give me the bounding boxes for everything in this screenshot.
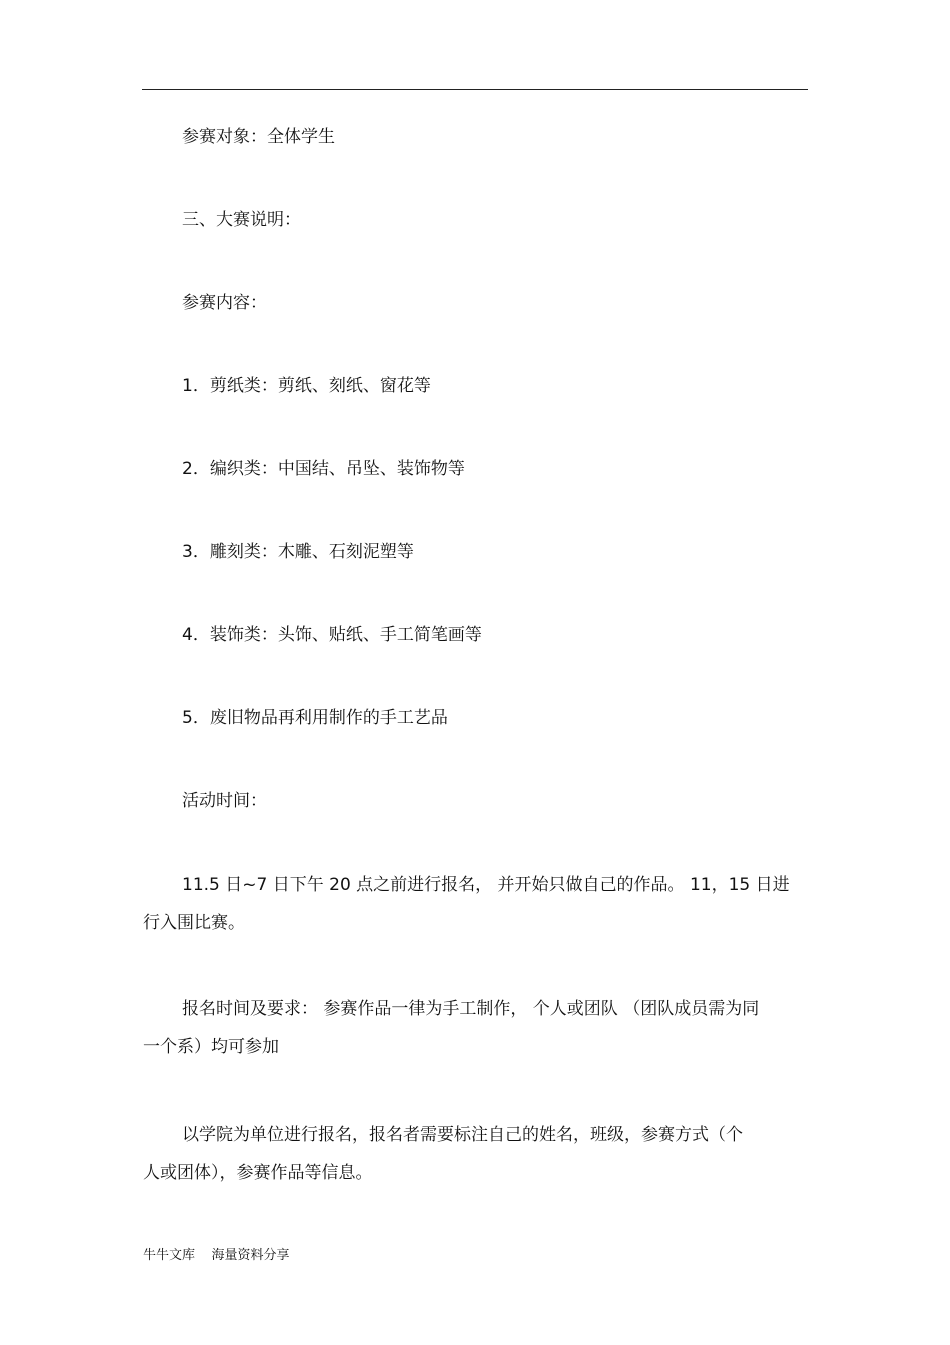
paragraph-line: 一个系）均可参加 <box>143 1037 279 1057</box>
paragraph-line: 1．剪纸类：剪纸、刻纸、窗花等 <box>182 376 431 396</box>
paragraph-line: 活动时间： <box>182 791 267 811</box>
paragraph-line: 报名时间及要求： 参赛作品一律为手工制作， 个人或团队 （团队成员需为同 <box>182 999 760 1019</box>
paragraph-registration-requirements <box>143 990 808 1066</box>
paragraph-line: 2．编织类：中国结、吊坠、装饰物等 <box>182 459 465 479</box>
paragraph-line: 11.5 日~7 日下午 20 点之前进行报名， 并开始只做自己的作品。 11，15 日进 <box>182 875 790 895</box>
list-item-paper-cutting <box>143 367 808 405</box>
list-item-recycled-crafts <box>143 699 808 737</box>
list-item-carving <box>143 533 808 571</box>
page-footer: 牛牛文库 海量资料分享 <box>143 1248 290 1263</box>
paragraph-line: 三、大赛说明： <box>182 210 301 230</box>
list-item-weaving <box>143 450 808 488</box>
paragraph-line: 参赛对象：全体学生 <box>182 127 335 147</box>
paragraph-line: 参赛内容： <box>182 293 267 313</box>
header-rule <box>142 89 808 90</box>
paragraph-line: 5．废旧物品再利用制作的手工艺品 <box>182 708 448 728</box>
paragraph-line: 行入围比赛。 <box>143 913 245 933</box>
paragraph-line: 人或团体），参赛作品等信息。 <box>143 1163 373 1183</box>
paragraph-line: 以学院为单位进行报名，报名者需要标注自己的姓名，班级，参赛方式（个 <box>182 1125 743 1145</box>
section-heading-contest-description <box>143 201 808 239</box>
paragraph-participants <box>143 118 808 156</box>
paragraph-line: 3．雕刻类：木雕、石刻泥塑等 <box>182 542 414 562</box>
paragraph-schedule <box>143 866 808 942</box>
paragraph-registration-info <box>143 1116 808 1192</box>
paragraph-activity-time <box>143 782 808 820</box>
list-item-decoration <box>143 616 808 654</box>
paragraph-contest-content <box>143 284 808 322</box>
paragraph-line: 4．装饰类：头饰、贴纸、手工简笔画等 <box>182 625 482 645</box>
